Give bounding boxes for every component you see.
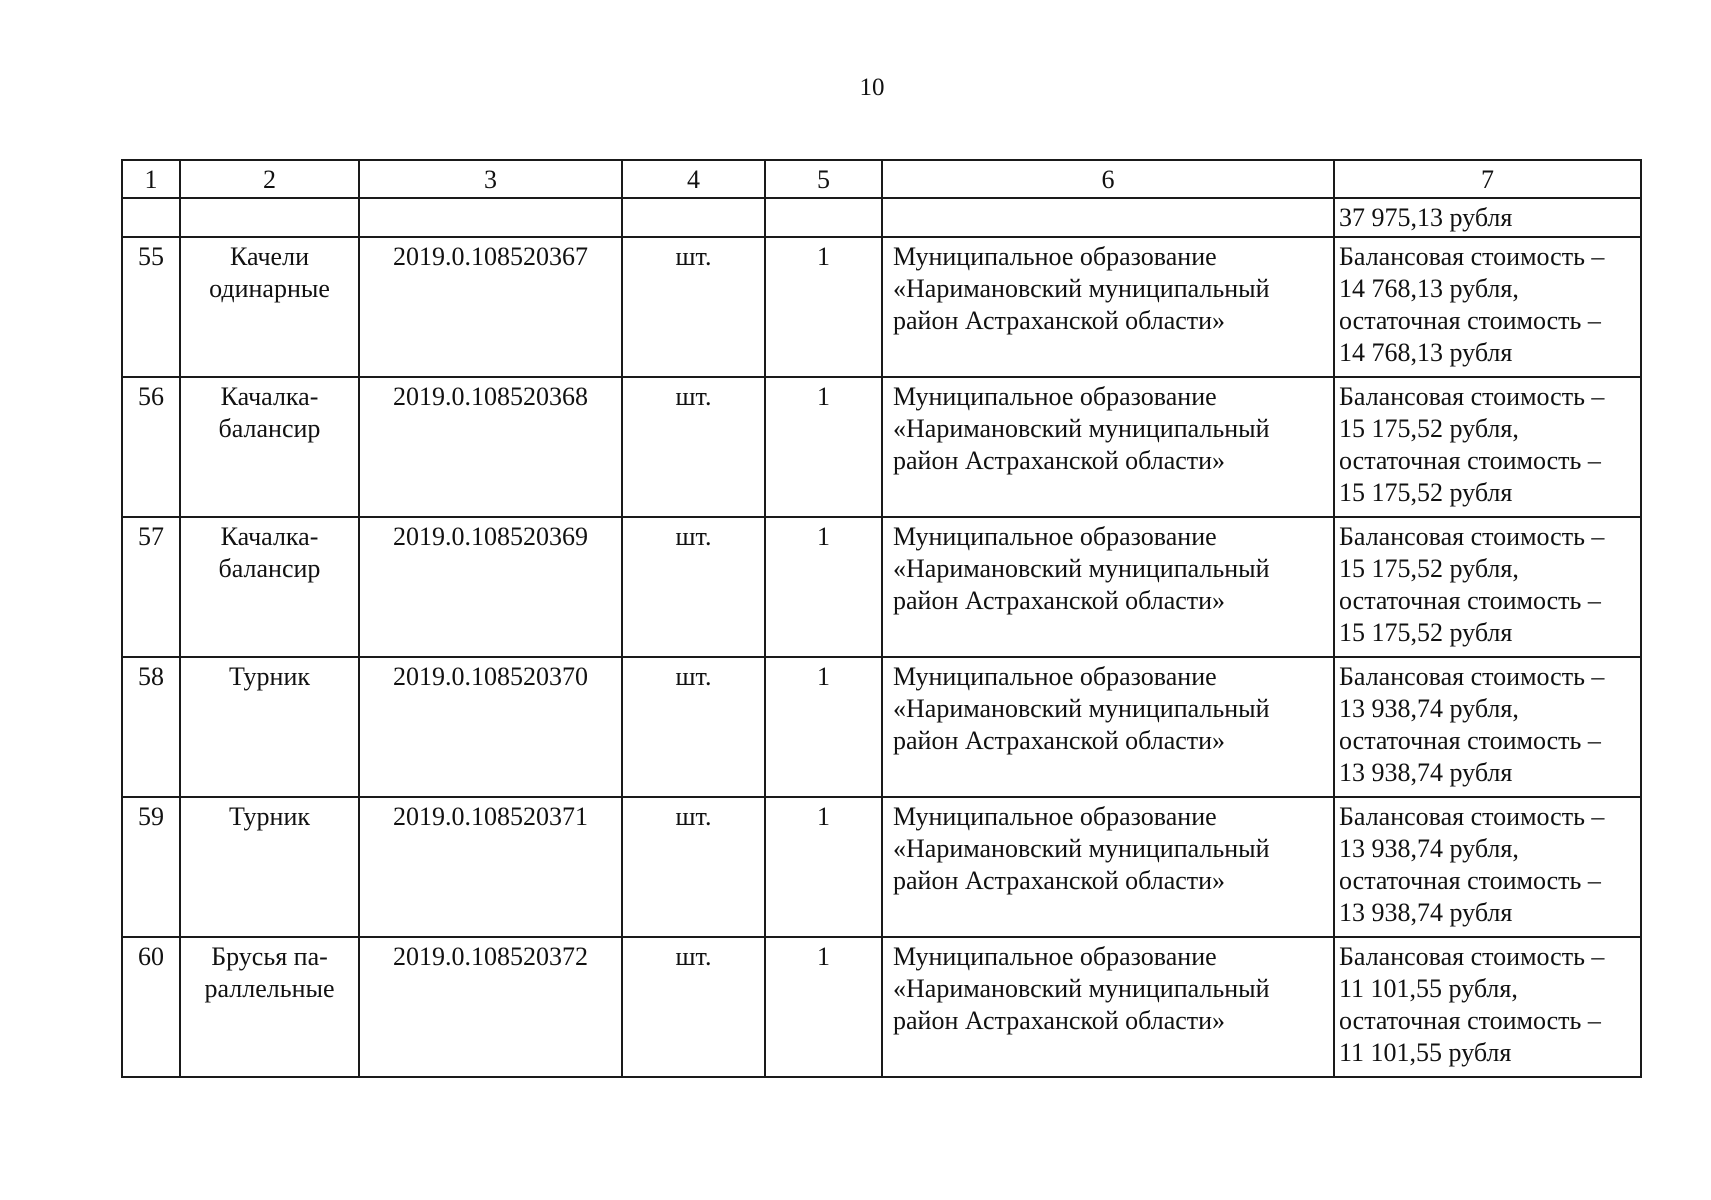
table-row xyxy=(122,237,1641,377)
empty-cell xyxy=(359,198,622,237)
table-row xyxy=(122,937,1641,1077)
row-number: 60 xyxy=(122,937,180,1077)
unit-cell: шт. xyxy=(622,657,765,797)
cost-cell: Балансовая стоимость – 14 768,13 рубля, остаточная стоимость – 14 768,13 рубля xyxy=(1334,237,1641,377)
quantity-cell: 1 xyxy=(765,237,882,377)
empty-cell xyxy=(180,198,359,237)
item-name: Брусья па- раллельные xyxy=(180,937,359,1077)
item-name: Турник xyxy=(180,797,359,937)
quantity-cell: 1 xyxy=(765,657,882,797)
unit-cell: шт. xyxy=(622,797,765,937)
owner-cell: Муниципальное образование «Наримановский муниципальный район Астраханской области» xyxy=(882,937,1334,1077)
quantity-cell: 1 xyxy=(765,937,882,1077)
item-name: Качалка- балансир xyxy=(180,517,359,657)
inventory-code: 2019.0.108520369 xyxy=(359,517,622,657)
cost-cell: Балансовая стоимость – 13 938,74 рубля, остаточная стоимость – 13 938,74 рубля xyxy=(1334,657,1641,797)
quantity-cell: 1 xyxy=(765,517,882,657)
row-number: 58 xyxy=(122,657,180,797)
unit-cell: шт. xyxy=(622,937,765,1077)
row-number: 59 xyxy=(122,797,180,937)
empty-cell xyxy=(882,198,1334,237)
cost-cell: Балансовая стоимость – 15 175,52 рубля, остаточная стоимость – 15 175,52 рубля xyxy=(1334,517,1641,657)
column-header: 5 xyxy=(765,160,882,198)
continuation-row xyxy=(122,198,1641,237)
cost-cell: Балансовая стоимость – 11 101,55 рубля, остаточная стоимость – 11 101,55 рубля xyxy=(1334,937,1641,1077)
row-number: 57 xyxy=(122,517,180,657)
column-header: 1 xyxy=(122,160,180,198)
inventory-code: 2019.0.108520370 xyxy=(359,657,622,797)
quantity-cell: 1 xyxy=(765,797,882,937)
owner-cell: Муниципальное образование «Наримановский муниципальный район Астраханской области» xyxy=(882,657,1334,797)
row-number: 55 xyxy=(122,237,180,377)
owner-cell: Муниципальное образование «Наримановский муниципальный район Астраханской области» xyxy=(882,237,1334,377)
column-header: 3 xyxy=(359,160,622,198)
page-number: 10 xyxy=(859,74,885,101)
unit-cell: шт. xyxy=(622,517,765,657)
column-header: 6 xyxy=(882,160,1334,198)
cost-cell: 37 975,13 рубля xyxy=(1334,198,1641,237)
cost-cell: Балансовая стоимость – 15 175,52 рубля, остаточная стоимость – 15 175,52 рубля xyxy=(1334,377,1641,517)
column-header: 4 xyxy=(622,160,765,198)
column-number-header xyxy=(122,160,1641,198)
owner-cell: Муниципальное образование «Наримановский муниципальный район Астраханской области» xyxy=(882,377,1334,517)
table-row xyxy=(122,377,1641,517)
item-name: Качалка- балансир xyxy=(180,377,359,517)
owner-cell: Муниципальное образование «Наримановский муниципальный район Астраханской области» xyxy=(882,517,1334,657)
unit-cell: шт. xyxy=(622,377,765,517)
owner-cell: Муниципальное образование «Наримановский муниципальный район Астраханской области» xyxy=(882,797,1334,937)
empty-cell xyxy=(122,198,180,237)
item-name: Турник xyxy=(180,657,359,797)
table-row xyxy=(122,657,1641,797)
empty-cell xyxy=(622,198,765,237)
unit-cell: шт. xyxy=(622,237,765,377)
inventory-code: 2019.0.108520367 xyxy=(359,237,622,377)
column-header: 2 xyxy=(180,160,359,198)
inventory-code: 2019.0.108520371 xyxy=(359,797,622,937)
row-number: 56 xyxy=(122,377,180,517)
table-row xyxy=(122,517,1641,657)
cost-cell: Балансовая стоимость – 13 938,74 рубля, остаточная стоимость – 13 938,74 рубля xyxy=(1334,797,1641,937)
empty-cell xyxy=(765,198,882,237)
column-header: 7 xyxy=(1334,160,1641,198)
property-table xyxy=(121,159,1642,1078)
inventory-code: 2019.0.108520368 xyxy=(359,377,622,517)
item-name: Качели одинарные xyxy=(180,237,359,377)
inventory-code: 2019.0.108520372 xyxy=(359,937,622,1077)
table-row xyxy=(122,797,1641,937)
quantity-cell: 1 xyxy=(765,377,882,517)
